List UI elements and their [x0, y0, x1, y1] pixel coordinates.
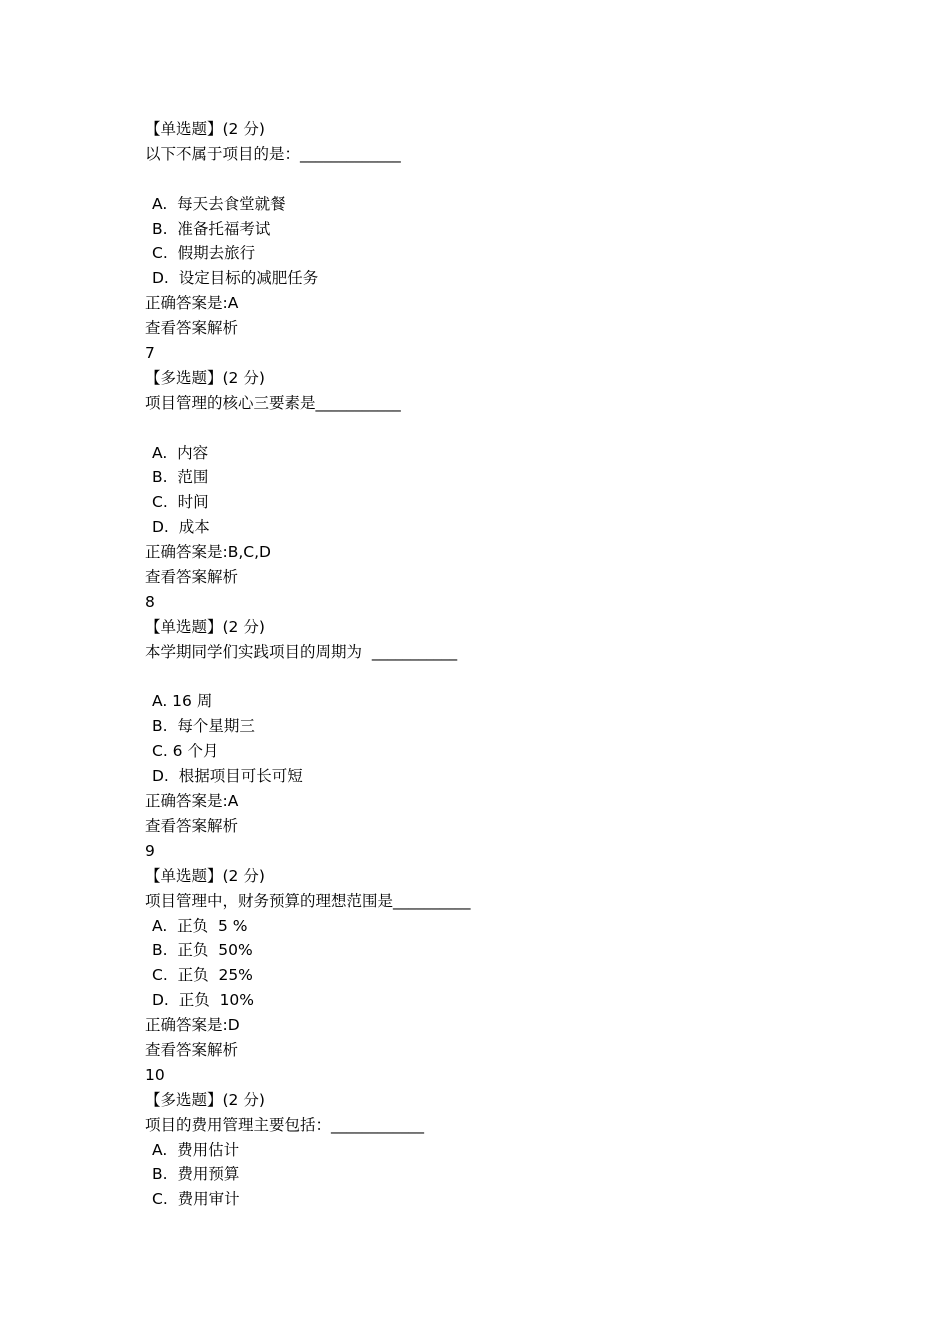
answer-option: B. 范围 [152, 468, 209, 487]
answer-option: C. 费用审计 [152, 1190, 240, 1209]
question-stem: 项目管理的核心三要素是___________ [145, 393, 401, 412]
question-stem: 以下不属于项目的是：_____________ [145, 144, 401, 163]
question-type: 【多选题】(2 分) [145, 368, 265, 387]
answer-option: D. 根据项目可长可短 [152, 767, 303, 786]
question-block [145, 839, 845, 1063]
answer-option: A. 内容 [152, 443, 209, 462]
answer-option: C. 时间 [152, 493, 209, 512]
answer-option: B. 准备托福考试 [152, 219, 271, 238]
view-analysis-link[interactable]: 查看答案解析 [145, 1040, 239, 1059]
answer-option: C. 6 个月 [152, 742, 219, 761]
question-type: 【单选题】(2 分) [145, 866, 265, 885]
view-analysis-link[interactable]: 查看答案解析 [145, 568, 239, 587]
correct-answer: 正确答案是:A [145, 792, 239, 811]
spacer [145, 416, 845, 441]
correct-answer: 正确答案是:B,C,D [145, 543, 271, 562]
answer-option: D. 设定目标的减肥任务 [152, 269, 319, 288]
answer-option: C. 正负 25% [152, 966, 253, 985]
question-number: 7 [145, 344, 155, 363]
exam-document [145, 117, 845, 1212]
answer-option: C. 假期去旅行 [152, 244, 256, 263]
answer-option: A. 每天去食堂就餐 [152, 194, 286, 213]
question-stem: 本学期同学们实践项目的周期为 ___________ [145, 642, 458, 661]
question-stem: 项目的费用管理主要包括：____________ [145, 1115, 425, 1134]
answer-option: A. 费用估计 [152, 1140, 240, 1159]
correct-answer: 正确答案是:A [145, 294, 239, 313]
question-number: 10 [145, 1065, 165, 1084]
answer-option: D. 成本 [152, 518, 210, 537]
question-type: 【单选题】(2 分) [145, 120, 265, 138]
question-block [145, 590, 845, 839]
spacer [145, 665, 845, 690]
spacer [145, 167, 845, 192]
question-type: 【单选题】(2 分) [145, 617, 265, 636]
question-block [145, 341, 845, 590]
view-analysis-link[interactable]: 查看答案解析 [145, 816, 239, 835]
answer-option: B. 费用预算 [152, 1165, 240, 1184]
question-type: 【多选题】(2 分) [145, 1090, 265, 1109]
view-analysis-link[interactable]: 查看答案解析 [145, 319, 239, 338]
question-stem: 项目管理中，财务预算的理想范围是__________ [145, 891, 471, 910]
question-block [145, 1063, 845, 1212]
question-number: 8 [145, 592, 155, 611]
correct-answer: 正确答案是:D [145, 1016, 240, 1035]
answer-option: B. 正负 50% [152, 941, 253, 960]
answer-option: B. 每个星期三 [152, 717, 255, 736]
answer-option: A. 16 周 [152, 692, 213, 711]
answer-option: A. 正负 5 % [152, 916, 248, 935]
question-block [145, 117, 845, 341]
answer-option: D. 正负 10% [152, 991, 255, 1010]
question-number: 9 [145, 841, 155, 860]
